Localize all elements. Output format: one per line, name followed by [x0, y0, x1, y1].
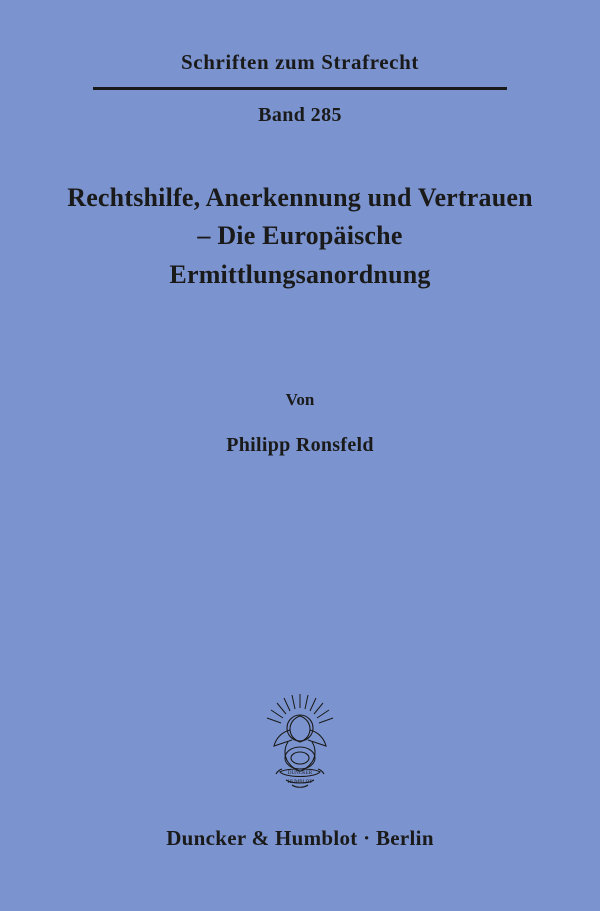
series-title: Schriften zum Strafrecht — [181, 50, 419, 74]
svg-text:HUMBLOT: HUMBLOT — [287, 780, 313, 785]
svg-text:DUNCKER: DUNCKER — [287, 771, 313, 776]
byline-label: Von — [285, 390, 315, 410]
author-name: Philipp Ronsfeld — [226, 434, 374, 457]
divider-rule — [93, 87, 507, 90]
volume-number: Band 285 — [258, 104, 342, 126]
page-title: Rechtshilfe, Anerkennung und Vertrauen – Die Europäische Ermittlungsanordnung — [67, 183, 533, 289]
publisher-name: Duncker & Humblot · Berlin — [166, 826, 434, 850]
publisher-emblem-icon — [0, 688, 600, 798]
